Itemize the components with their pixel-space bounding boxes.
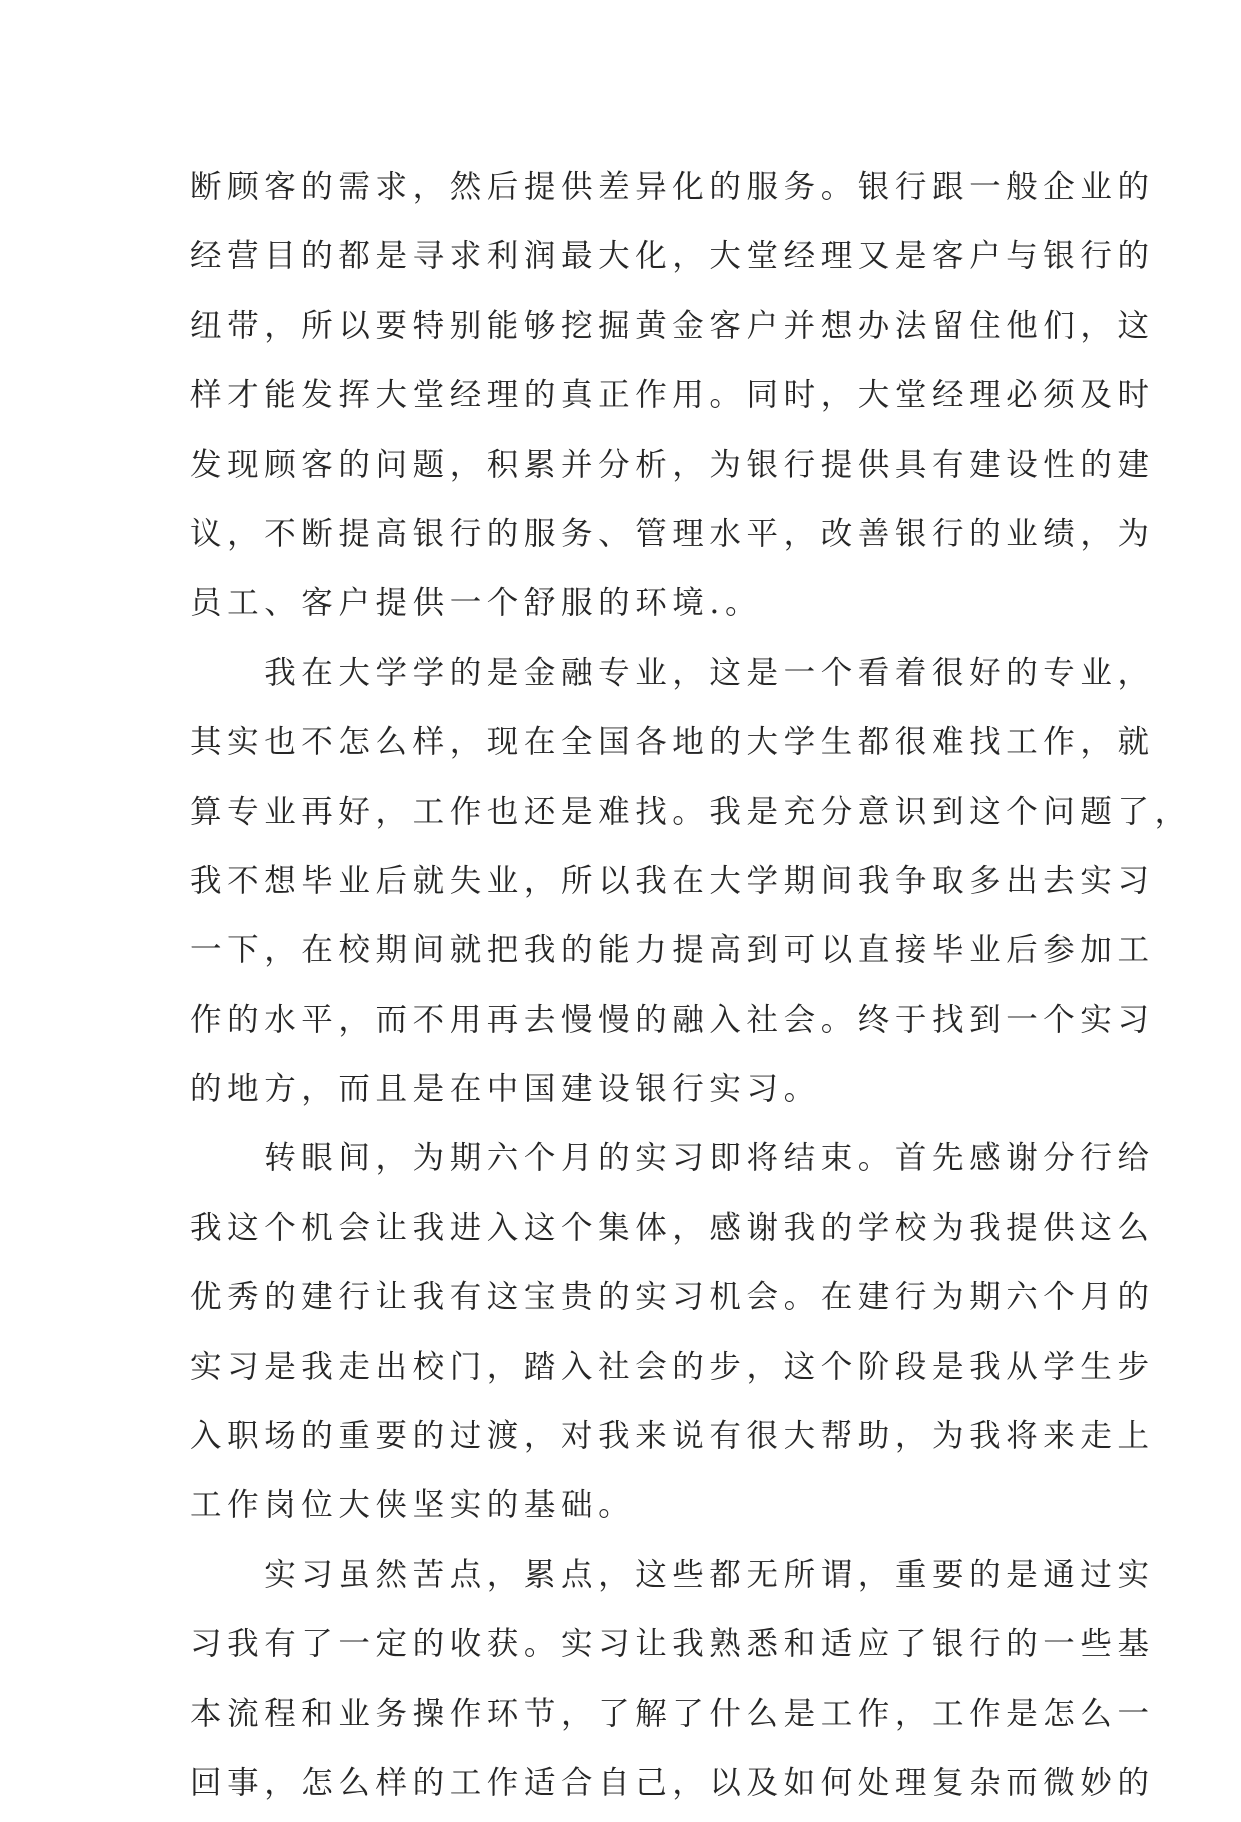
text-line: 员工、客户提供一个舒服的环境.。 xyxy=(190,585,763,622)
text-line: 算专业再好，工作也还是难找。我是充分意识到这个问题了， xyxy=(190,793,1192,830)
text-line: 一下，在校期间就把我的能力提高到可以直接毕业后参加工 xyxy=(190,932,1155,969)
text-line: 实习虽然苦点，累点，这些都无所谓，重要的是通过实 xyxy=(190,1556,1155,1593)
text-line: 我不想毕业后就失业，所以我在大学期间我争取多出去实习 xyxy=(190,862,1155,899)
text-line: 的地方，而且是在中国建设银行实习。 xyxy=(190,1071,821,1108)
text-line: 优秀的建行让我有这宝贵的实习机会。在建行为期六个月的 xyxy=(190,1279,1155,1316)
text-line: 实习是我走出校门，踏入社会的步，这个阶段是我从学生步 xyxy=(190,1348,1155,1385)
text-line: 本流程和业务操作环节，了解了什么是工作，工作是怎么一 xyxy=(190,1695,1155,1732)
text-line: 作的水平，而不用再去慢慢的融入社会。终于找到一个实习 xyxy=(190,1001,1155,1038)
text-line: 我在大学学的是金融专业，这是一个看着很好的专业， xyxy=(190,654,1155,691)
text-line: 其实也不怎么样，现在全国各地的大学生都很难找工作，就 xyxy=(190,724,1155,761)
text-line: 样才能发挥大堂经理的真正作用。同时，大堂经理必须及时 xyxy=(190,377,1155,414)
text-line: 经营目的都是寻求利润最大化，大堂经理又是客户与银行的 xyxy=(190,238,1155,275)
text-line: 断顾客的需求，然后提供差异化的服务。银行跟一般企业的 xyxy=(190,169,1155,205)
text-line: 纽带，所以要特别能够挖掘黄金客户并想办法留住他们，这 xyxy=(190,307,1155,344)
text-line: 入职场的重要的过渡，对我来说有很大帮助，为我将来走上 xyxy=(190,1418,1155,1455)
text-line: 回事，怎么样的工作适合自己，以及如何处理复杂而微妙的 xyxy=(190,1764,1155,1801)
text-line: 转眼间，为期六个月的实习即将结束。首先感谢分行给 xyxy=(190,1140,1155,1177)
body-text xyxy=(190,157,1192,1822)
text-line: 我这个机会让我进入这个集体，感谢我的学校为我提供这么 xyxy=(190,1209,1155,1246)
text-line: 工作岗位大侠坚实的基础。 xyxy=(190,1487,636,1524)
text-line: 习我有了一定的收获。实习让我熟悉和适应了银行的一些基 xyxy=(190,1626,1155,1663)
text-line: 发现顾客的问题，积累并分析，为银行提供具有建设性的建 xyxy=(190,446,1155,483)
text-line: 议，不断提高银行的服务、管理水平，改善银行的业绩，为 xyxy=(190,515,1155,552)
